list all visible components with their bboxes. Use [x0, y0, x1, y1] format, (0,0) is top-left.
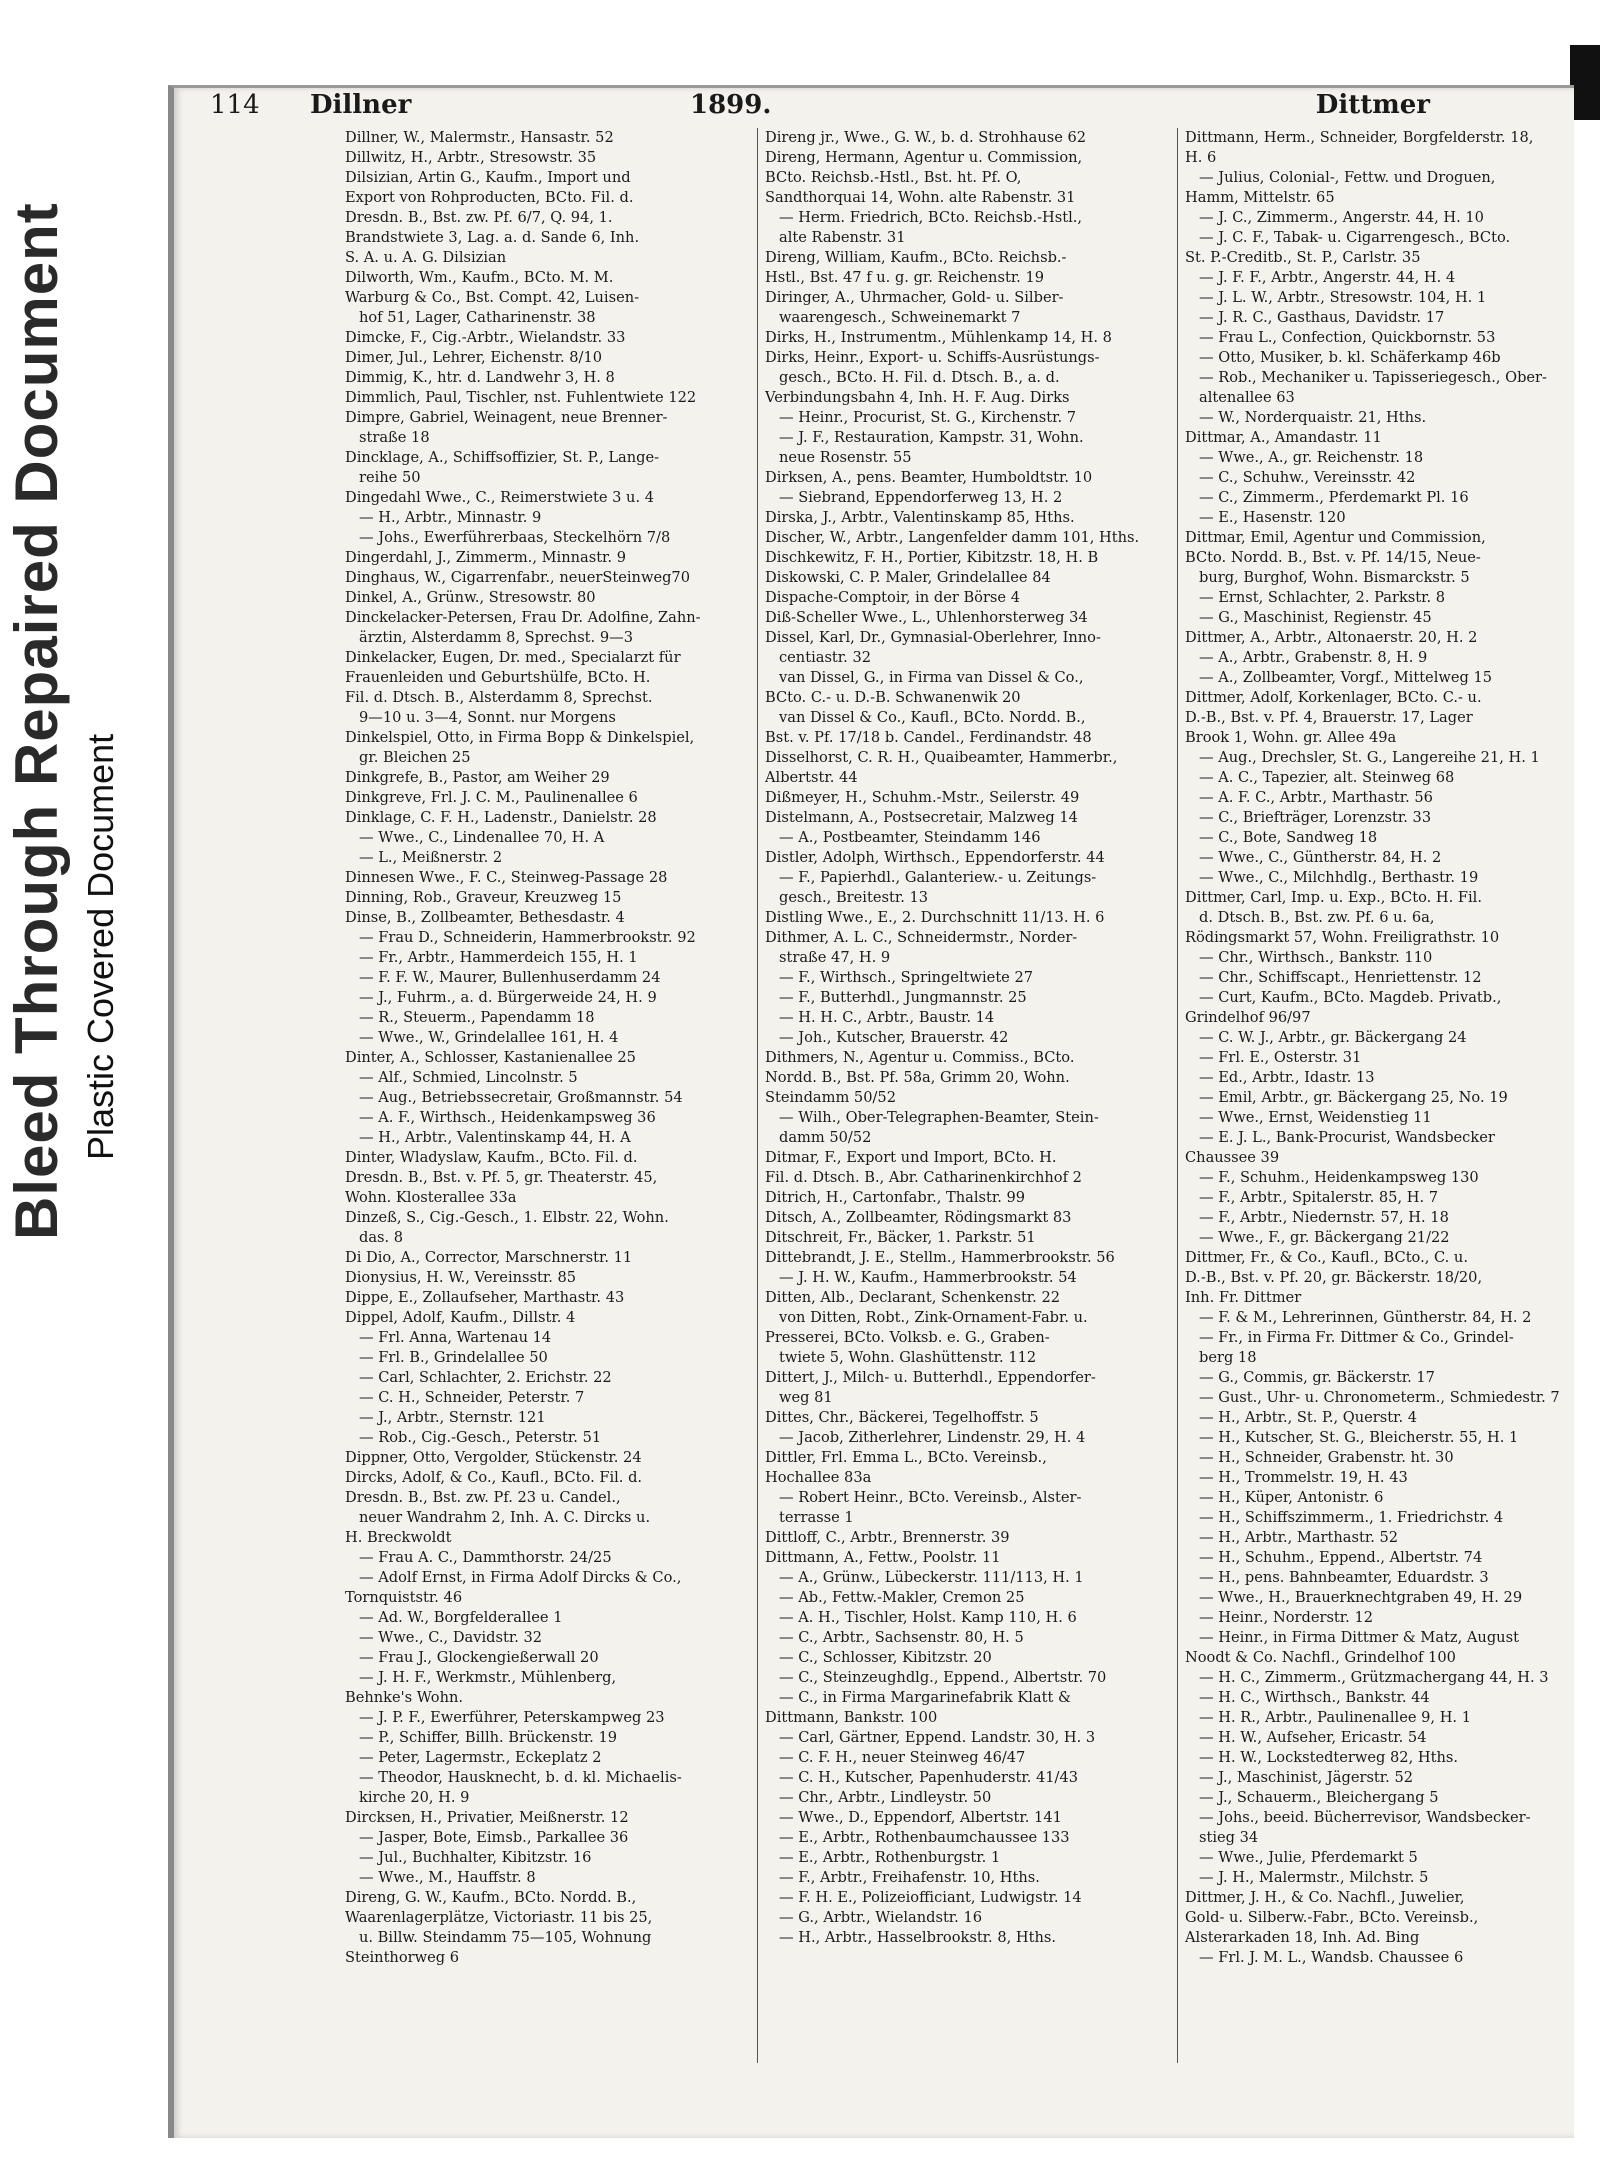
directory-entry: S. A. u. A. G. Dilsizian [345, 249, 507, 266]
directory-entry: Direng, Hermann, Agentur u. Commission, [765, 149, 1083, 166]
directory-entry: Dinter, A., Schlosser, Kastanienallee 25 [345, 1049, 636, 1066]
page-number: 114 [210, 90, 260, 120]
directory-entry: Inh. Fr. Dittmer [1185, 1289, 1302, 1306]
directory-entry: Dinghaus, W., Cigarrenfabr., neuerSteinweg70 [345, 569, 690, 586]
directory-entry: — Aug., Betriebssecretair, Großmannstr. 54 [359, 1089, 683, 1106]
directory-entry: — Chr., Arbtr., Lindleystr. 50 [779, 1789, 992, 1806]
directory-entry: — H., Schuhm., Eppend., Albertstr. 74 [1199, 1549, 1483, 1566]
directory-entry: Hamm, Mittelstr. 65 [1185, 189, 1335, 206]
directory-entry: Dinkgrefe, B., Pastor, am Weiher 29 [345, 769, 610, 786]
directory-column-1 [345, 128, 745, 1968]
directory-entry: — Carl, Schlachter, 2. Erichstr. 22 [359, 1369, 612, 1386]
directory-entry: Dilsizian, Artin G., Kaufm., Import und [345, 169, 631, 186]
directory-entry: — C., Schuhw., Vereinsstr. 42 [1199, 469, 1416, 486]
directory-entry: van Dissel & Co., Kaufl., BCto. Nordd. B., [779, 709, 1086, 726]
directory-entry: Discher, W., Arbtr., Langenfelder damm 101, Hths. [765, 529, 1140, 546]
directory-entry: — F. H. E., Polizeiofficiant, Ludwigstr. 14 [779, 1889, 1082, 1906]
directory-entry: — Alf., Schmied, Lincolnstr. 5 [359, 1069, 578, 1086]
directory-entry: Dithmers, N., Agentur u. Commiss., BCto. [765, 1049, 1075, 1066]
directory-entry: Dinse, B., Zollbeamter, Bethesdastr. 4 [345, 909, 625, 926]
directory-entry: Fil. d. Dtsch. B., Abr. Catharinenkirchhof 2 [765, 1169, 1082, 1186]
directory-entry: Dinkgreve, Frl. J. C. M., Paulinenallee 6 [345, 789, 638, 806]
directory-entry: — A. F., Wirthsch., Heidenkampsweg 36 [359, 1109, 656, 1126]
directory-entry: Hochallee 83a [765, 1469, 872, 1486]
directory-entry: ärztin, Alsterdamm 8, Sprechst. 9—3 [359, 629, 633, 646]
directory-entry: — J. H. F., Werkmstr., Mühlenberg, [359, 1669, 617, 1686]
directory-entry: Dinkel, A., Grünw., Stresowstr. 80 [345, 589, 596, 606]
directory-entry: Gold- u. Silberw.-Fabr., BCto. Vereinsb., [1185, 1909, 1479, 1926]
directory-entry: hof 51, Lager, Catharinenstr. 38 [359, 309, 596, 326]
directory-entry: Disselhorst, C. R. H., Quaibeamter, Hammerbr., [765, 749, 1118, 766]
directory-entry: straße 18 [359, 429, 430, 446]
directory-entry: St. P.-Creditb., St. P., Carlstr. 35 [1185, 249, 1421, 266]
directory-entry: — J., Fuhrm., a. d. Bürgerweide 24, H. 9 [359, 989, 657, 1006]
directory-entry: — Heinr., in Firma Dittmer & Matz, August [1199, 1629, 1519, 1646]
directory-entry: — Wilh., Ober-Telegraphen-Beamter, Stein- [779, 1109, 1099, 1126]
directory-entry: van Dissel, G., in Firma van Dissel & Co., [779, 669, 1084, 686]
directory-entry: — H. C., Wirthsch., Bankstr. 44 [1199, 1689, 1430, 1706]
directory-entry: Dillner, W., Malermstr., Hansastr. 52 [345, 129, 614, 146]
directory-entry: — Ad. W., Borgfelderallee 1 [359, 1609, 563, 1626]
directory-entry: — H., Schneider, Grabenstr. ht. 30 [1199, 1449, 1454, 1466]
directory-entry: — Wwe., Ernst, Weidenstieg 11 [1199, 1109, 1432, 1126]
directory-entry: gr. Bleichen 25 [359, 749, 471, 766]
directory-entry: Dinter, Wladyslaw, Kaufm., BCto. Fil. d. [345, 1149, 638, 1166]
directory-entry: — J. P. F., Ewerführer, Peterskampweg 23 [359, 1709, 665, 1726]
directory-entry: Dinning, Rob., Graveur, Kreuzweg 15 [345, 889, 622, 906]
directory-entry: — Johs., Ewerführerbaas, Steckelhörn 7/8 [359, 529, 671, 546]
directory-entry: Dittmer, Adolf, Korkenlager, BCto. C.- u. [1185, 689, 1482, 706]
directory-entry: — C. W. J., Arbtr., gr. Bäckergang 24 [1199, 1029, 1467, 1046]
directory-entry: Fil. d. Dtsch. B., Alsterdamm 8, Sprechst. [345, 689, 653, 706]
directory-entry: — J., Schauerm., Bleichergang 5 [1199, 1789, 1439, 1806]
directory-entry: — C., Zimmerm., Pferdemarkt Pl. 16 [1199, 489, 1469, 506]
directory-entry: Sandthorquai 14, Wohn. alte Rabenstr. 31 [765, 189, 1076, 206]
directory-entry: altenallee 63 [1199, 389, 1295, 406]
directory-entry: Dresdn. B., Bst. zw. Pf. 23 u. Candel., [345, 1489, 621, 1506]
directory-entry: — H. W., Aufseher, Ericastr. 54 [1199, 1729, 1427, 1746]
directory-entry: Dippel, Adolf, Kaufm., Dillstr. 4 [345, 1309, 576, 1326]
directory-entry: BCto. C.- u. D.-B. Schwanenwik 20 [765, 689, 1021, 706]
directory-entry: — C., Schlosser, Kibitzstr. 20 [779, 1649, 992, 1666]
directory-entry: Dincklage, A., Schiffsoffizier, St. P., Lange- [345, 449, 660, 466]
directory-entry: Dingerdahl, J., Zimmerm., Minnastr. 9 [345, 549, 626, 566]
directory-entry: — J. H., Malermstr., Milchstr. 5 [1199, 1869, 1429, 1886]
directory-entry: — Frl. E., Osterstr. 31 [1199, 1049, 1362, 1066]
directory-entry: — H., Trommelstr. 19, H. 43 [1199, 1469, 1408, 1486]
directory-entry: das. 8 [359, 1229, 404, 1246]
directory-entry: — Herm. Friedrich, BCto. Reichsb.-Hstl., [779, 209, 1083, 226]
directory-entry: waarengesch., Schweinemarkt 7 [779, 309, 1021, 326]
directory-entry: — G., Commis, gr. Bäckerstr. 17 [1199, 1369, 1435, 1386]
directory-entry: — Rob., Cig.-Gesch., Peterstr. 51 [359, 1429, 602, 1446]
directory-entry: — W., Norderquaistr. 21, Hths. [1199, 409, 1427, 426]
directory-entry: — Frau J., Glockengießerwall 20 [359, 1649, 599, 1666]
plastic-covered-label: Plastic Covered Document [80, 733, 121, 1160]
directory-entry: Dinzeß, S., Cig.-Gesch., 1. Elbstr. 22, Wohn. [345, 1209, 669, 1226]
directory-entry: — Carl, Gärtner, Eppend. Landstr. 30, H. 3 [779, 1729, 1096, 1746]
directory-entry: Dippner, Otto, Vergolder, Stückenstr. 24 [345, 1449, 642, 1466]
directory-entry: Distler, Adolph, Wirthsch., Eppendorferstr. 44 [765, 849, 1105, 866]
directory-entry: — Robert Heinr., BCto. Vereinsb., Alster- [779, 1489, 1082, 1506]
directory-entry: twiete 5, Wohn. Glashüttenstr. 112 [779, 1349, 1037, 1366]
directory-entry: straße 47, H. 9 [779, 949, 891, 966]
directory-entry: Dirks, H., Instrumentm., Mühlenkamp 14, H. 8 [765, 329, 1112, 346]
directory-entry: — A. C., Tapezier, alt. Steinweg 68 [1199, 769, 1455, 786]
directory-entry: — C., in Firma Margarinefabrik Klatt & [779, 1689, 1071, 1706]
directory-entry: Ditsch, A., Zollbeamter, Rödingsmarkt 83 [765, 1209, 1072, 1226]
directory-entry: 9—10 u. 3—4, Sonnt. nur Morgens [359, 709, 616, 726]
directory-entry: — H., Kutscher, St. G., Bleicherstr. 55, H. 1 [1199, 1429, 1519, 1446]
directory-entry: Dittmar, A., Amandastr. 11 [1185, 429, 1382, 446]
directory-entry: Distling Wwe., E., 2. Durchschnitt 11/13. H. 6 [765, 909, 1105, 926]
directory-entry: — J. C. F., Tabak- u. Cigarrengesch., BCto. [1199, 229, 1511, 246]
directory-entry: Diß-Scheller Wwe., L., Uhlenhorsterweg 34 [765, 609, 1088, 626]
directory-entry: — R., Steuerm., Papendamm 18 [359, 1009, 595, 1026]
directory-entry: — J. C., Zimmerm., Angerstr. 44, H. 10 [1199, 209, 1484, 226]
directory-entry: — Aug., Drechsler, St. G., Langereihe 21, H. 1 [1199, 749, 1540, 766]
directory-entry: — Wwe., M., Hauffstr. 8 [359, 1869, 536, 1886]
directory-entry: — H. H. C., Arbtr., Baustr. 14 [779, 1009, 995, 1026]
directory-entry: — H., Arbtr., Hasselbrookstr. 8, Hths. [779, 1929, 1057, 1946]
directory-entry: Dresdn. B., Bst. zw. Pf. 6/7, Q. 94, 1. [345, 209, 613, 226]
directory-entry: gesch., Breitestr. 13 [779, 889, 929, 906]
directory-entry: — G., Arbtr., Wielandstr. 16 [779, 1909, 983, 1926]
directory-entry: — Wwe., A., gr. Reichenstr. 18 [1199, 449, 1424, 466]
page-header [170, 90, 1430, 128]
directory-entry: neuer Wandrahm 2, Inh. A. C. Dircks u. [359, 1509, 651, 1526]
directory-entry: Dimpre, Gabriel, Weinagent, neue Brenner- [345, 409, 668, 426]
directory-entry: — Frl. B., Grindelallee 50 [359, 1349, 548, 1366]
directory-entry: Bst. v. Pf. 17/18 b. Candel., Ferdinandstr. 48 [765, 729, 1092, 746]
directory-entry: Dittes, Chr., Bäckerei, Tegelhoffstr. 5 [765, 1409, 1039, 1426]
directory-entry: stieg 34 [1199, 1829, 1259, 1846]
directory-entry: Diskowski, C. P. Maler, Grindelallee 84 [765, 569, 1051, 586]
directory-entry: d. Dtsch. B., Bst. zw. Pf. 6 u. 6a, [1199, 909, 1435, 926]
directory-entry: Wohn. Klosterallee 33a [345, 1189, 517, 1206]
directory-entry: H. 6 [1185, 149, 1217, 166]
directory-entry: Dillwitz, H., Arbtr., Stresowstr. 35 [345, 149, 597, 166]
directory-entry: terrasse 1 [779, 1509, 854, 1526]
directory-entry: — H., Arbtr., Marthastr. 52 [1199, 1529, 1399, 1546]
directory-entry: — Wwe., C., Lindenallee 70, H. A [359, 829, 605, 846]
directory-entry: — J. H. W., Kaufm., Hammerbrookstr. 54 [779, 1269, 1077, 1286]
directory-entry: — F., Papierhdl., Galanteriew.- u. Zeitungs- [779, 869, 1097, 886]
directory-entry: — J. L. W., Arbtr., Stresowstr. 104, H. 1 [1199, 289, 1487, 306]
directory-entry: — E., Arbtr., Rothenbaumchaussee 133 [779, 1829, 1070, 1846]
directory-entry: — A., Grünw., Lübeckerstr. 111/113, H. 1 [779, 1569, 1084, 1586]
directory-entry: Warburg & Co., Bst. Compt. 42, Luisen- [345, 289, 640, 306]
directory-entry: — J. F., Restauration, Kampstr. 31, Wohn. [779, 429, 1084, 446]
directory-entry: — F., Arbtr., Spitalerstr. 85, H. 7 [1199, 1189, 1439, 1206]
directory-entry: u. Billw. Steindamm 75—105, Wohnung [359, 1929, 652, 1946]
directory-entry: — Wwe., F., gr. Bäckergang 21/22 [1199, 1229, 1450, 1246]
directory-entry: — Frau L., Confection, Quickbornstr. 53 [1199, 329, 1496, 346]
directory-entry: — Curt, Kaufm., BCto. Magdeb. Privatb., [1199, 989, 1502, 1006]
directory-entry: weg 81 [779, 1389, 833, 1406]
directory-entry: — Wwe., Julie, Pferdemarkt 5 [1199, 1849, 1418, 1866]
directory-entry: Dingedahl Wwe., C., Reimerstwiete 3 u. 4 [345, 489, 655, 506]
directory-entry: — J. F. F., Arbtr., Angerstr. 44, H. 4 [1199, 269, 1456, 286]
directory-entry: Ditrich, H., Cartonfabr., Thalstr. 99 [765, 1189, 1026, 1206]
directory-column-3 [1185, 128, 1595, 1968]
directory-entry: Dispache-Comptoir, in der Börse 4 [765, 589, 1020, 606]
directory-entry: Dionysius, H. W., Vereinsstr. 85 [345, 1269, 577, 1286]
directory-entry: Dissel, Karl, Dr., Gymnasial-Oberlehrer, Inno- [765, 629, 1101, 646]
directory-entry: Noodt & Co. Nachfl., Grindelhof 100 [1185, 1649, 1456, 1666]
directory-entry: Behnke's Wohn. [345, 1689, 464, 1706]
directory-entry: Dinkelspiel, Otto, in Firma Bopp & Dinkelspiel, [345, 729, 695, 746]
directory-entry: Dirska, J., Arbtr., Valentinskamp 85, Hths. [765, 509, 1075, 526]
directory-entry: — H. C., Zimmerm., Grützmachergang 44, H. 3 [1199, 1669, 1549, 1686]
directory-entry: — Gust., Uhr- u. Chronometerm., Schmiedestr. 7 [1199, 1389, 1560, 1406]
directory-entry: gesch., BCto. H. Fil. d. Dtsch. B., a. d. [779, 369, 1060, 386]
directory-entry: — C., Bote, Sandweg 18 [1199, 829, 1378, 846]
header-right-word: Dittmer [1315, 90, 1430, 120]
directory-entry: berg 18 [1199, 1349, 1257, 1366]
directory-entry: — C. H., Kutscher, Papenhuderstr. 41/43 [779, 1769, 1079, 1786]
directory-entry: Verbindungsbahn 4, Inh. H. F. Aug. Dirks [765, 389, 1070, 406]
directory-entry: — F. & M., Lehrerinnen, Güntherstr. 84, H. 2 [1199, 1309, 1532, 1326]
directory-entry: — Chr., Wirthsch., Bankstr. 110 [1199, 949, 1433, 966]
directory-entry: — Heinr., Procurist, St. G., Kirchenstr. 7 [779, 409, 1077, 426]
directory-entry: — Fr., Arbtr., Hammerdeich 155, H. 1 [359, 949, 638, 966]
directory-entry: — P., Schiffer, Billh. Brückenstr. 19 [359, 1729, 618, 1746]
directory-entry: — A. H., Tischler, Holst. Kamp 110, H. 6 [779, 1609, 1077, 1626]
directory-entry: von Ditten, Robt., Zink-Ornament-Fabr. u. [779, 1309, 1088, 1326]
directory-entry: Dimmlich, Paul, Tischler, nst. Fuhlentwiete 122 [345, 389, 697, 406]
directory-entry: Dittmer, Fr., & Co., Kaufl., BCto., C. u. [1185, 1249, 1468, 1266]
directory-entry: — F., Wirthsch., Springeltwiete 27 [779, 969, 1034, 986]
directory-entry: — E., Arbtr., Rothenburgstr. 1 [779, 1849, 1001, 1866]
directory-entry: — J., Maschinist, Jägerstr. 52 [1199, 1769, 1414, 1786]
directory-entry: Dimmig, K., htr. d. Landwehr 3, H. 8 [345, 369, 615, 386]
directory-entry: — H., Arbtr., Minnastr. 9 [359, 509, 542, 526]
directory-entry: — Wwe., D., Eppendorf, Albertstr. 141 [779, 1809, 1062, 1826]
directory-entry: Direng jr., Wwe., G. W., b. d. Strohhause 62 [765, 129, 1087, 146]
directory-entry: — Emil, Arbtr., gr. Bäckergang 25, No. 19 [1199, 1089, 1508, 1106]
directory-entry: neue Rosenstr. 55 [779, 449, 912, 466]
directory-entry: Brandstwiete 3, Lag. a. d. Sande 6, Inh. [345, 229, 640, 246]
directory-entry: Dittloff, C., Arbtr., Brennerstr. 39 [765, 1529, 1010, 1546]
directory-entry: Dinklage, C. F. H., Ladenstr., Danielstr. 28 [345, 809, 657, 826]
directory-entry: Dircks, Adolf, & Co., Kaufl., BCto. Fil. d. [345, 1469, 643, 1486]
directory-entry: reihe 50 [359, 469, 421, 486]
directory-entry: Dischkewitz, F. H., Portier, Kibitzstr. 18, H. B [765, 549, 1099, 566]
directory-entry: Tornquiststr. 46 [345, 1589, 463, 1606]
directory-entry: Dittmer, Carl, Imp. u. Exp., BCto. H. Fil. [1185, 889, 1482, 906]
column-divider [757, 128, 758, 2063]
directory-entry: Dittmann, Herm., Schneider, Borgfelderstr. 18, [1185, 129, 1534, 146]
directory-entry: Dirks, Heinr., Export- u. Schiffs-Ausrüstungs- [765, 349, 1100, 366]
directory-entry: Dißmeyer, H., Schuhm.-Mstr., Seilerstr. 49 [765, 789, 1080, 806]
directory-entry: — Wwe., H., Brauerknechtgraben 49, H. 29 [1199, 1589, 1523, 1606]
directory-column-2 [765, 128, 1175, 1948]
header-left-word: Dillner [310, 90, 412, 120]
directory-entry: kirche 20, H. 9 [359, 1789, 470, 1806]
directory-entry: — A., Postbeamter, Steindamm 146 [779, 829, 1041, 846]
directory-entry: BCto. Reichsb.-Hstl., Bst. ht. Pf. O, [765, 169, 1022, 186]
directory-entry: Rödingsmarkt 57, Wohn. Freiligrathstr. 10 [1185, 929, 1500, 946]
directory-entry: — Frl. J. M. L., Wandsb. Chaussee 6 [1199, 1949, 1464, 1966]
directory-entry: — C., Briefträger, Lorenzstr. 33 [1199, 809, 1432, 826]
directory-entry: Presserei, BCto. Volksb. e. G., Graben- [765, 1329, 1050, 1346]
directory-entry: — F., Arbtr., Niedernstr. 57, H. 18 [1199, 1209, 1449, 1226]
directory-entry: — Peter, Lagermstr., Eckeplatz 2 [359, 1749, 602, 1766]
directory-entry: — Heinr., Norderstr. 12 [1199, 1609, 1374, 1626]
directory-entry: — Adolf Ernst, in Firma Adolf Dircks & Co., [359, 1569, 682, 1586]
directory-entry: Ditschreit, Fr., Bäcker, 1. Parkstr. 51 [765, 1229, 1036, 1246]
side-labels [0, 202, 160, 1240]
directory-entry: — J., Arbtr., Sternstr. 121 [359, 1409, 546, 1426]
directory-entry: — E. J. L., Bank-Procurist, Wandsbecker [1199, 1129, 1495, 1146]
directory-entry: Direng, G. W., Kaufm., BCto. Nordd. B., [345, 1889, 637, 1906]
directory-entry: — E., Hasenstr. 120 [1199, 509, 1346, 526]
directory-entry: — Otto, Musiker, b. kl. Schäferkamp 46b [1199, 349, 1501, 366]
directory-entry: — F., Butterhdl., Jungmannstr. 25 [779, 989, 1027, 1006]
directory-entry: — H., Küper, Antonistr. 6 [1199, 1489, 1384, 1506]
directory-entry: — H., Arbtr., Valentinskamp 44, H. A [359, 1129, 631, 1146]
directory-entry: — C. F. H., neuer Steinweg 46/47 [779, 1749, 1026, 1766]
directory-entry: Dittert, J., Milch- u. Butterhdl., Eppendorfer- [765, 1369, 1096, 1386]
directory-entry: Nordd. B., Bst. Pf. 58a, Grimm 20, Wohn. [765, 1069, 1070, 1086]
directory-entry: centiastr. 32 [779, 649, 872, 666]
header-year: 1899. [690, 90, 772, 120]
directory-entry: — A., Zollbeamter, Vorgf., Mittelweg 15 [1199, 669, 1493, 686]
directory-entry: — H., Schiffszimmerm., 1. Friedrichstr. 4 [1199, 1509, 1504, 1526]
directory-entry: — Ernst, Schlachter, 2. Parkstr. 8 [1199, 589, 1446, 606]
directory-entry: Dittmar, Emil, Agentur und Commission, [1185, 529, 1486, 546]
directory-entry: Frauenleiden und Geburtshülfe, BCto. H. [345, 669, 651, 686]
directory-entry: Steinthorweg 6 [345, 1949, 459, 1966]
directory-entry: — H. R., Arbtr., Paulinenallee 9, H. 1 [1199, 1709, 1471, 1726]
directory-entry: Dinkelacker, Eugen, Dr. med., Specialarzt für [345, 649, 681, 666]
directory-entry: Dittmann, Bankstr. 100 [765, 1709, 938, 1726]
directory-entry: Grindelhof 96/97 [1185, 1009, 1311, 1026]
directory-entry: — Frau A. C., Dammthorstr. 24/25 [359, 1549, 612, 1566]
directory-entry: alte Rabenstr. 31 [779, 229, 906, 246]
directory-entry: — L., Meißnerstr. 2 [359, 849, 503, 866]
directory-entry: Albertstr. 44 [765, 769, 858, 786]
directory-entry: — Julius, Colonial-, Fettw. und Droguen, [1199, 169, 1496, 186]
directory-entry: — F., Arbtr., Freihafenstr. 10, Hths. [779, 1869, 1040, 1886]
directory-entry: Direng, William, Kaufm., BCto. Reichsb.- [765, 249, 1067, 266]
directory-entry: BCto. Nordd. B., Bst. v. Pf. 14/15, Neue- [1185, 549, 1481, 566]
directory-entry: — Wwe., C., Milchhdlg., Berthastr. 19 [1199, 869, 1479, 886]
column-divider [1177, 128, 1178, 2063]
directory-entry: Dittebrandt, J. E., Stellm., Hammerbrookstr. 56 [765, 1249, 1115, 1266]
directory-entry: Dirksen, A., pens. Beamter, Humboldtstr. 10 [765, 469, 1093, 486]
directory-entry: Dircksen, H., Privatier, Meißnerstr. 12 [345, 1809, 629, 1826]
directory-entry: — Frl. Anna, Wartenau 14 [359, 1329, 552, 1346]
directory-entry: Alsterarkaden 18, Inh. Ad. Bing [1185, 1929, 1420, 1946]
directory-entry: burg, Burghof, Wohn. Bismarckstr. 5 [1199, 569, 1470, 586]
directory-entry: Hstl., Bst. 47 f u. g. gr. Reichenstr. 19 [765, 269, 1045, 286]
directory-entry: — Siebrand, Eppendorferweg 13, H. 2 [779, 489, 1063, 506]
directory-entry: — A. F. C., Arbtr., Marthastr. 56 [1199, 789, 1433, 806]
directory-entry: Dinnesen Wwe., F. C., Steinweg-Passage 28 [345, 869, 668, 886]
directory-entry: — C., Steinzeughdlg., Eppend., Albertstr. 70 [779, 1669, 1107, 1686]
directory-entry: Dittler, Frl. Emma L., BCto. Vereinsb., [765, 1449, 1047, 1466]
black-edge-bar [1570, 45, 1600, 120]
directory-entry: — Fr., in Firma Fr. Dittmer & Co., Grindel- [1199, 1329, 1514, 1346]
directory-entry: — F. F. W., Maurer, Bullenhuserdamm 24 [359, 969, 661, 986]
directory-entry: — C., Arbtr., Sachsenstr. 80, H. 5 [779, 1629, 1024, 1646]
directory-entry: Brook 1, Wohn. gr. Allee 49a [1185, 729, 1397, 746]
directory-entry: Chaussee 39 [1185, 1149, 1280, 1166]
directory-entry: — C. H., Schneider, Peterstr. 7 [359, 1389, 585, 1406]
directory-entry: — H., Arbtr., St. P., Querstr. 4 [1199, 1409, 1418, 1426]
directory-entry: — A., Arbtr., Grabenstr. 8, H. 9 [1199, 649, 1428, 666]
directory-entry: — Jul., Buchhalter, Kibitzstr. 16 [359, 1849, 592, 1866]
directory-entry: — G., Maschinist, Regienstr. 45 [1199, 609, 1432, 626]
directory-entry: Diringer, A., Uhrmacher, Gold- u. Silber- [765, 289, 1064, 306]
directory-entry: — J. R. C., Gasthaus, Davidstr. 17 [1199, 309, 1445, 326]
directory-entry: D.-B., Bst. v. Pf. 20, gr. Bäckerstr. 18/20, [1185, 1269, 1483, 1286]
directory-entry: Dithmer, A. L. C., Schneidermstr., Norder- [765, 929, 1078, 946]
directory-entry: — Wwe., W., Grindelallee 161, H. 4 [359, 1029, 619, 1046]
directory-entry: Export von Rohproducten, BCto. Fil. d. [345, 189, 634, 206]
directory-entry: — Jasper, Bote, Eimsb., Parkallee 36 [359, 1829, 629, 1846]
directory-entry: Dittmann, A., Fettw., Poolstr. 11 [765, 1549, 1001, 1566]
directory-entry: — Ab., Fettw.-Makler, Cremon 25 [779, 1589, 1025, 1606]
directory-entry: Dilworth, Wm., Kaufm., BCto. M. M. [345, 269, 614, 286]
directory-entry: — Chr., Schiffscapt., Henriettenstr. 12 [1199, 969, 1482, 986]
directory-entry: Di Dio, A., Corrector, Marschnerstr. 11 [345, 1249, 633, 1266]
directory-entry: Ditten, Alb., Declarant, Schenkenstr. 22 [765, 1289, 1061, 1306]
directory-entry: — Johs., beeid. Bücherrevisor, Wandsbecker- [1199, 1809, 1531, 1826]
directory-entry: — Wwe., C., Davidstr. 32 [359, 1629, 543, 1646]
directory-entry: Dittmer, J. H., & Co. Nachfl., Juwelier, [1185, 1889, 1465, 1906]
directory-entry: — Ed., Arbtr., Idastr. 13 [1199, 1069, 1375, 1086]
directory-entry: H. Breckwoldt [345, 1529, 452, 1546]
directory-entry: — Rob., Mechaniker u. Tapisseriegesch., Ober- [1199, 369, 1547, 386]
directory-entry: Waarenlagerplätze, Victoriastr. 11 bis 25, [345, 1909, 653, 1926]
directory-entry: — H. W., Lockstedterweg 82, Hths. [1199, 1749, 1458, 1766]
directory-entry: Dimcke, F., Cig.-Arbtr., Wielandstr. 33 [345, 329, 626, 346]
directory-entry: — Theodor, Hausknecht, b. d. kl. Michaelis- [359, 1769, 682, 1786]
directory-entry: Distelmann, A., Postsecretair, Malzweg 14 [765, 809, 1078, 826]
directory-entry: — Wwe., C., Güntherstr. 84, H. 2 [1199, 849, 1442, 866]
directory-entry: — F., Schuhm., Heidenkampsweg 130 [1199, 1169, 1479, 1186]
directory-entry: Dimer, Jul., Lehrer, Eichenstr. 8/10 [345, 349, 603, 366]
directory-entry: Dinckelacker-Petersen, Frau Dr. Adolfine, Zahn- [345, 609, 701, 626]
directory-entry: Dresdn. B., Bst. v. Pf. 5, gr. Theaterstr. 45, [345, 1169, 658, 1186]
directory-entry: damm 50/52 [779, 1129, 872, 1146]
directory-entry: D.-B., Bst. v. Pf. 4, Brauerstr. 17, Lager [1185, 709, 1473, 726]
bleed-through-label: Bleed Through Repaired Document [3, 202, 70, 1240]
directory-entry: — H., pens. Bahnbeamter, Eduardstr. 3 [1199, 1569, 1489, 1586]
directory-entry: — Jacob, Zitherlehrer, Lindenstr. 29, H. 4 [779, 1429, 1086, 1446]
directory-entry: Ditmar, F., Export und Import, BCto. H. [765, 1149, 1057, 1166]
directory-entry: Dippe, E., Zollaufseher, Marthastr. 43 [345, 1289, 625, 1306]
directory-entry: Steindamm 50/52 [765, 1089, 896, 1106]
directory-entry: — Frau D., Schneiderin, Hammerbrookstr. 92 [359, 929, 696, 946]
directory-entry: — Joh., Kutscher, Brauerstr. 42 [779, 1029, 1009, 1046]
directory-entry: Dittmer, A., Arbtr., Altonaerstr. 20, H. 2 [1185, 629, 1478, 646]
